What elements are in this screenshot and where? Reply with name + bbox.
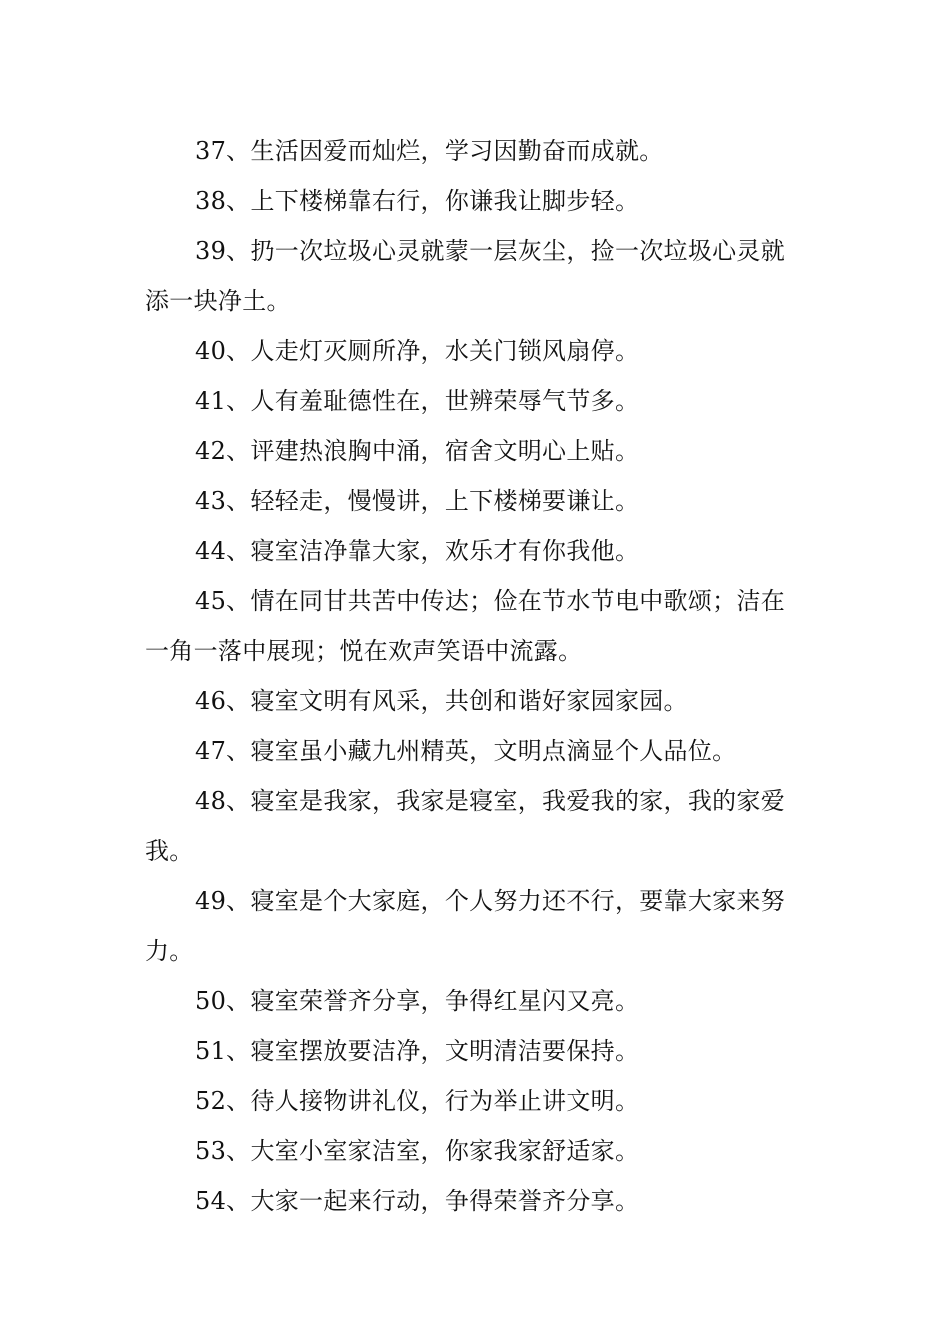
paragraph: 44、寝室洁净靠大家，欢乐才有你我他。	[195, 537, 640, 565]
paragraph: 38、上下楼梯靠右行，你谦我让脚步轻。	[195, 187, 640, 215]
paragraph: 41、人有羞耻德性在，世辨荣辱气节多。	[195, 387, 640, 415]
paragraph: 49、寝室是个大家庭，个人努力还不行，要靠大家来努力。	[145, 887, 786, 965]
paragraph: 51、寝室摆放要洁净，文明清洁要保持。	[195, 1037, 640, 1065]
paragraph: 54、大家一起来行动，争得荣誉齐分享。	[195, 1187, 640, 1215]
paragraph: 50、寝室荣誉齐分享，争得红星闪又亮。	[195, 987, 640, 1015]
document-body	[145, 126, 807, 1226]
paragraph: 39、扔一次垃圾心灵就蒙一层灰尘，捡一次垃圾心灵就添一块净土。	[145, 237, 786, 315]
paragraph: 48、寝室是我家，我家是寝室，我爱我的家，我的家爱我。	[145, 787, 786, 865]
paragraph: 40、人走灯灭厕所净，水关门锁风扇停。	[195, 337, 640, 365]
paragraph: 42、评建热浪胸中涌，宿舍文明心上贴。	[195, 437, 640, 465]
paragraph: 37、生活因爱而灿烂，学习因勤奋而成就。	[195, 137, 664, 165]
paragraph: 53、大室小室家洁室，你家我家舒适家。	[195, 1137, 640, 1165]
paragraph: 47、寝室虽小藏九州精英，文明点滴显个人品位。	[195, 737, 737, 765]
paragraph: 43、轻轻走，慢慢讲，上下楼梯要谦让。	[195, 487, 640, 515]
paragraph: 46、寝室文明有风采，共创和谐好家园家园。	[195, 687, 688, 715]
paragraph: 45、情在同甘共苦中传达；俭在节水节电中歌颂；洁在一角一落中展现；悦在欢声笑语中流露。	[145, 587, 786, 665]
paragraph: 52、待人接物讲礼仪，行为举止讲文明。	[195, 1087, 640, 1115]
